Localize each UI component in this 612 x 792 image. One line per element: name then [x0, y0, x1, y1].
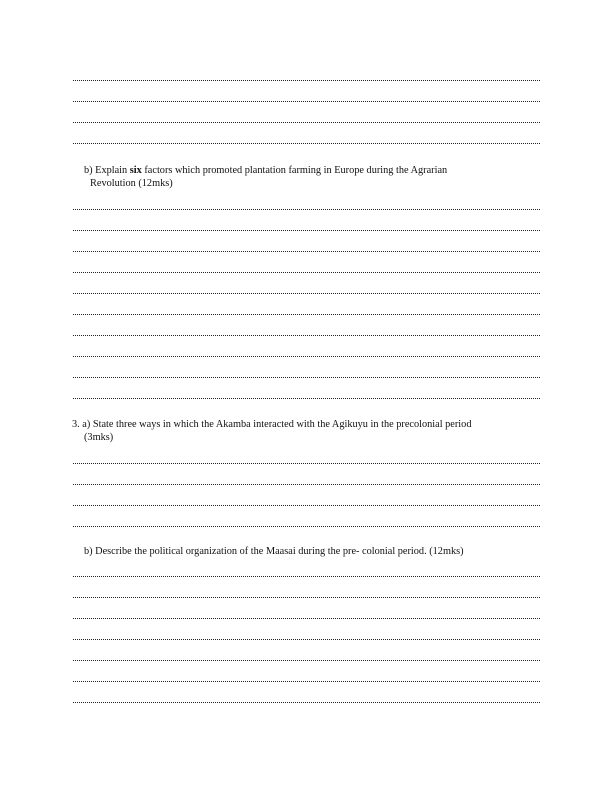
question-2b-line2: Revolution (12mks): [90, 177, 173, 189]
answer-line: [73, 702, 540, 704]
answer-line: [73, 293, 540, 295]
answer-line: [73, 251, 540, 253]
question-3a-line2: (3mks): [84, 431, 114, 443]
answer-line: [73, 230, 540, 232]
answer-line: [73, 143, 540, 145]
answer-line: [73, 618, 540, 620]
answer-line: [73, 314, 540, 316]
answer-line: [73, 681, 540, 683]
answer-line: [73, 463, 540, 465]
answer-line: [73, 505, 540, 507]
answer-line: [73, 377, 540, 379]
answer-line: [73, 597, 540, 599]
answer-line: [73, 639, 540, 641]
answer-line: [73, 122, 540, 124]
emphasis-six: six: [129, 165, 142, 176]
answer-line: [73, 576, 540, 578]
answer-line: [73, 335, 540, 337]
question-3b-line1: b) Describe the political organization of the Maasai during the pre- colonial period. (12mks): [84, 546, 464, 557]
answer-line: [73, 80, 540, 82]
answer-line: [73, 101, 540, 103]
answer-line: [73, 660, 540, 662]
answer-line: [73, 356, 540, 358]
answer-line: [73, 398, 540, 400]
answer-line: [73, 209, 540, 211]
answer-line: [73, 484, 540, 486]
question-3a: [72, 419, 544, 444]
answer-line: [73, 272, 540, 274]
question-3a-line1: 3. a) State three ways in which the Akamba interacted with the Agikuyu in the precolonial period: [72, 419, 472, 430]
answer-line: [73, 526, 540, 528]
question-3b: [84, 546, 544, 559]
question-2b-line1: b) Explain six factors which promoted plantation farming in Europe during the Agrarian: [84, 165, 448, 176]
question-2b: [84, 165, 544, 190]
